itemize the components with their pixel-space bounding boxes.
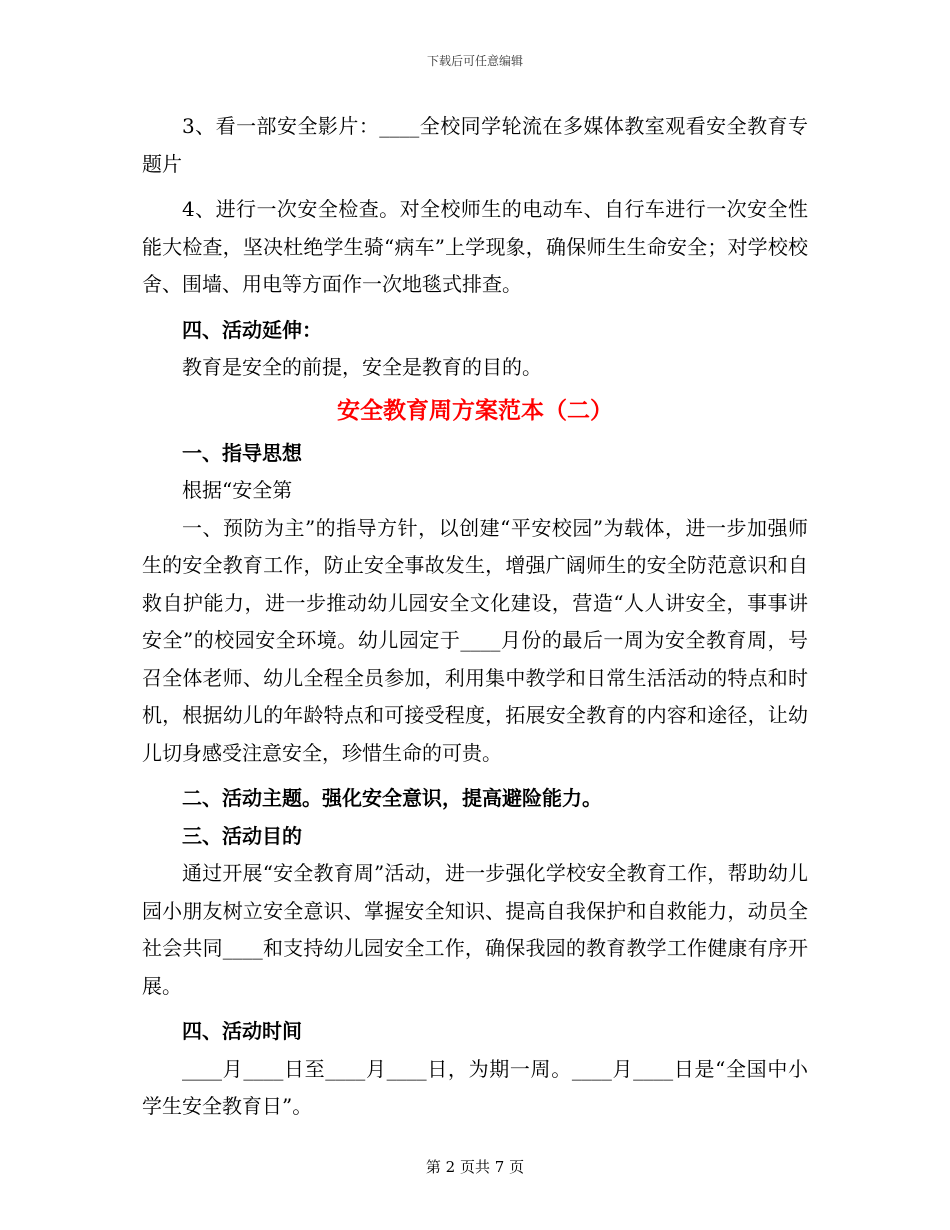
heading-activity-extension: 四、活动延伸： (182, 317, 322, 342)
paragraph-safety-check: 4、进行一次安全检查。对全校师生的电动车、自行车进行一次安全性能大检查，坚决杜绝学生骑“病车”上学现象，确保师生生命安全；对学校校舍、围墙、用电等方面作一次地毯式排查。 (142, 197, 808, 296)
paragraph-activity-purpose: 通过开展“安全教育周”活动，进一步强化学校安全教育工作，帮助幼儿园小朋友树立安全意识、掌握安全知识、提高自我保护和自救能力，动员全社会共同____和支持幼儿园安全工作，确保我园的教育教学工作健康有序开展。 (142, 861, 808, 998)
paragraph-according-to: 根据“安全第 (182, 478, 293, 502)
heading-guiding-ideology: 一、指导思想 (182, 440, 302, 465)
heading-activity-theme: 二、活动主题。强化安全意识，提高避险能力。 (182, 786, 602, 810)
header-note: 下载后可任意编辑 (426, 54, 523, 68)
heading-activity-time: 四、活动时间 (182, 1019, 302, 1043)
heading-activity-purpose: 三、活动目的 (182, 823, 302, 848)
paragraph-education-safety: 教育是安全的前提，安全是教育的目的。 (182, 355, 542, 379)
section-title: 安全教育周方案范本（二） (337, 396, 613, 424)
paragraph-guiding-policy: 一、预防为主”的指导方针，以创建“平安校园”为载体，进一步加强师生的安全教育工作，防止安全事故发生，增强广阔师生的安全防范意识和自救自护能力，进一步推动幼儿园安全文化建设，营造“人人讲安全，事事讲安全”的校园安全环境。幼儿园定于____月份的最后一周为安全教育周，号召全体老师、幼儿全程全员参加，利用集中教学和日常生活活动的特点和时机，根据幼儿的年龄特点和可接受程度，拓展安全教育的内容和途径，让幼儿切身感受注意安全，珍惜生命的可贵。 (142, 515, 808, 765)
document-body (142, 108, 808, 1126)
page-number: 第 2 页共 7 页 (425, 1158, 525, 1176)
paragraph-watch-film: 3、看一部安全影片：____全校同学轮流在多媒体教室观看安全教育专题片 (142, 114, 808, 176)
paragraph-activity-time: ____月____日至____月____日，为期一周。____月____日是“全国中小学生安全教育日”。 (142, 1056, 808, 1118)
